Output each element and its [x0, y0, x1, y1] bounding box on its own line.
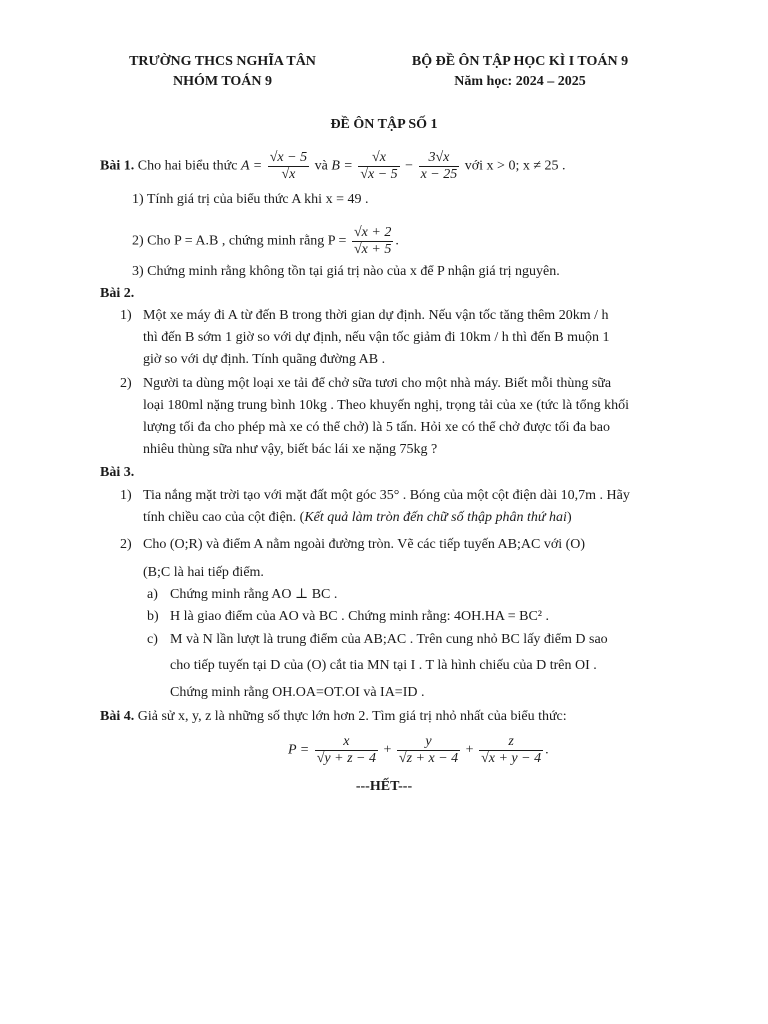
bai2-item-1-line-1: Một xe máy đi A từ đến B trong thời gian dự định. Nếu vận tốc tăng thêm 20km / h [143, 308, 609, 323]
expr-a-lhs: A = [240, 158, 263, 174]
expr-b2-numerator: 3√x [419, 150, 460, 167]
bai2-item-1-line-2: thì đến B sớm 1 giờ so với dự định, nếu vận tốc giảm đi 10km / h thì đến B muộn 1 [143, 330, 610, 345]
header-right [380, 52, 660, 92]
bai4-term-1 [315, 734, 378, 767]
bai3-part-b: H là giao điểm của AO và BC . Chứng minh rằng: 4OH.HA = BC² . [170, 609, 549, 624]
bai2-item-2-number: 2) [120, 376, 132, 391]
expr-b-lhs: B = [331, 158, 353, 174]
rounding-note-close: ) [566, 510, 572, 525]
bai1-q2-text: 2) Cho P = A.B , chứng minh rằng P = [132, 233, 347, 249]
expr-b-fraction-1 [358, 150, 399, 183]
bai4-text: Giả sử x, y, z là những số thực lớn hơn 2. Tìm giá trị nhỏ nhất của biểu thức: [137, 709, 567, 724]
bai4-p-lhs: P = [288, 742, 310, 758]
bai1-question-1: 1) Tính giá trị của biểu thức A khi x = 49 . [132, 192, 369, 207]
minus-sign: − [405, 158, 414, 174]
plus-sign-1: + [383, 742, 392, 758]
bai1-intro: Cho hai biểu thức [137, 158, 238, 174]
expr-a-fraction [268, 150, 309, 183]
bai2-item-1-line-3: giờ so với dự định. Tính quãng đường AB . [143, 352, 386, 367]
bai3-part-b-label: b) [147, 609, 159, 624]
expr-p-numerator: √x + 2 [353, 225, 392, 240]
bai2-item-2-line-3: lượng tối đa cho phép mà xe có thể chở) là 5 tấn. Hỏi xe có thể chở được tối đa bao [143, 420, 610, 435]
bai3-part-a-label: a) [147, 587, 158, 602]
bai4-term-3-denominator: √x + y − 4 [481, 751, 542, 766]
expr-a-denominator: √x [281, 167, 296, 182]
bai3-part-c-line-2: cho tiếp tuyến tại D của (O) cắt tia MN tại I . T là hình chiếu của D trên OI . [170, 658, 597, 673]
bai3-part-c-label: c) [147, 632, 158, 647]
bai3-item-1-line-1: Tia nắng mặt trời tạo với mặt đất một góc 35° . Bóng của một cột điện dài 10,7m . Hãy [143, 488, 630, 503]
expr-b1-denominator: √x − 5 [360, 167, 398, 182]
bai1-question-3: 3) Chứng minh rằng không tồn tại giá trị nào của x để P nhận giá trị nguyên. [132, 264, 560, 279]
group-name: NHÓM TOÁN 9 [172, 74, 273, 89]
bai4-term-3-numerator: z [479, 734, 543, 751]
bai2-item-2-line-1: Người ta dùng một loại xe tải để chở sữa tươi cho một nhà máy. Biết mỗi thùng sữa [143, 376, 612, 391]
bai2-item-2-line-2: loại 180ml nặng trung bình 10kg . Theo khuyến nghị, trọng tải của xe (tức là tổng khối [143, 398, 629, 413]
header-left [100, 52, 345, 92]
bai3-part-c-line-1: M và N lần lượt là trung điểm của AB;AC . Trên cung nhỏ BC lấy điểm D sao [170, 632, 608, 647]
bai4-label: Bài 4. [100, 709, 135, 724]
bai4-end-dot: . [545, 742, 549, 758]
school-name: TRƯỜNG THCS NGHĨA TÂN [129, 54, 316, 69]
bai2-item-1-number: 1) [120, 308, 132, 323]
plus-sign-2: + [465, 742, 474, 758]
expr-b1-numerator: √x [358, 150, 399, 167]
bai4-term-2-numerator: y [397, 734, 460, 751]
bai3-item-1-number: 1) [120, 488, 132, 503]
bai2-label: Bài 2. [100, 286, 135, 301]
bai1-label: Bài 1. [100, 158, 135, 174]
document-title: BỘ ĐỀ ÔN TẬP HỌC KÌ I TOÁN 9 [411, 54, 629, 69]
expr-b2-denominator: x − 25 [420, 167, 458, 182]
bai3-item-2-line-1: Cho (O;R) và điểm A nằm ngoài đường tròn. Vẽ các tiếp tuyến AB;AC với (O) [143, 537, 586, 552]
bai4-term-1-numerator: x [315, 734, 378, 751]
bai1-intro-line [100, 150, 566, 183]
bai4-expression [288, 734, 549, 767]
bai1-q2-end: . [395, 233, 399, 249]
expr-a-numerator: √x − 5 [269, 150, 308, 165]
and-word: và [314, 158, 328, 174]
end-marker: ---HẾT--- [355, 779, 413, 794]
bai1-question-2 [132, 225, 399, 258]
bai4-term-2 [397, 734, 460, 767]
bai3-item-2-number: 2) [120, 537, 132, 552]
bai4-term-2-denominator: √z + x − 4 [398, 751, 459, 766]
bai3-label: Bài 3. [100, 465, 135, 480]
bai3-item-1-text: tính chiều cao của cột điện. ( [143, 510, 305, 525]
bai3-part-c-line-3: Chứng minh rằng OH.OA=OT.OI và IA=ID . [170, 685, 425, 700]
bai4-line [100, 706, 567, 728]
rounding-note: Kết quả làm tròn đến chữ số thập phân thứ hai [304, 510, 567, 525]
expr-b-fraction-2 [419, 150, 460, 183]
expr-p-denominator: √x + 5 [353, 242, 392, 257]
school-year: Năm học: 2024 – 2025 [454, 74, 586, 89]
bai2-item-2-line-4: nhiêu thùng sữa như vậy, biết bác lái xe nặng 75kg ? [143, 442, 438, 457]
expr-p-fraction [352, 225, 393, 258]
bai4-term-3 [479, 734, 543, 767]
bai3-item-1-line-2 [143, 507, 572, 529]
bai3-item-2-line-2: (B;C là hai tiếp điểm. [143, 565, 264, 580]
bai3-part-a: Chứng minh rằng AO ⊥ BC . [170, 587, 338, 602]
bai1-condition: với x > 0; x ≠ 25 . [464, 158, 566, 174]
exam-title: ĐỀ ÔN TẬP SỐ 1 [330, 117, 438, 132]
bai4-term-1-denominator: √y + z − 4 [316, 751, 376, 766]
